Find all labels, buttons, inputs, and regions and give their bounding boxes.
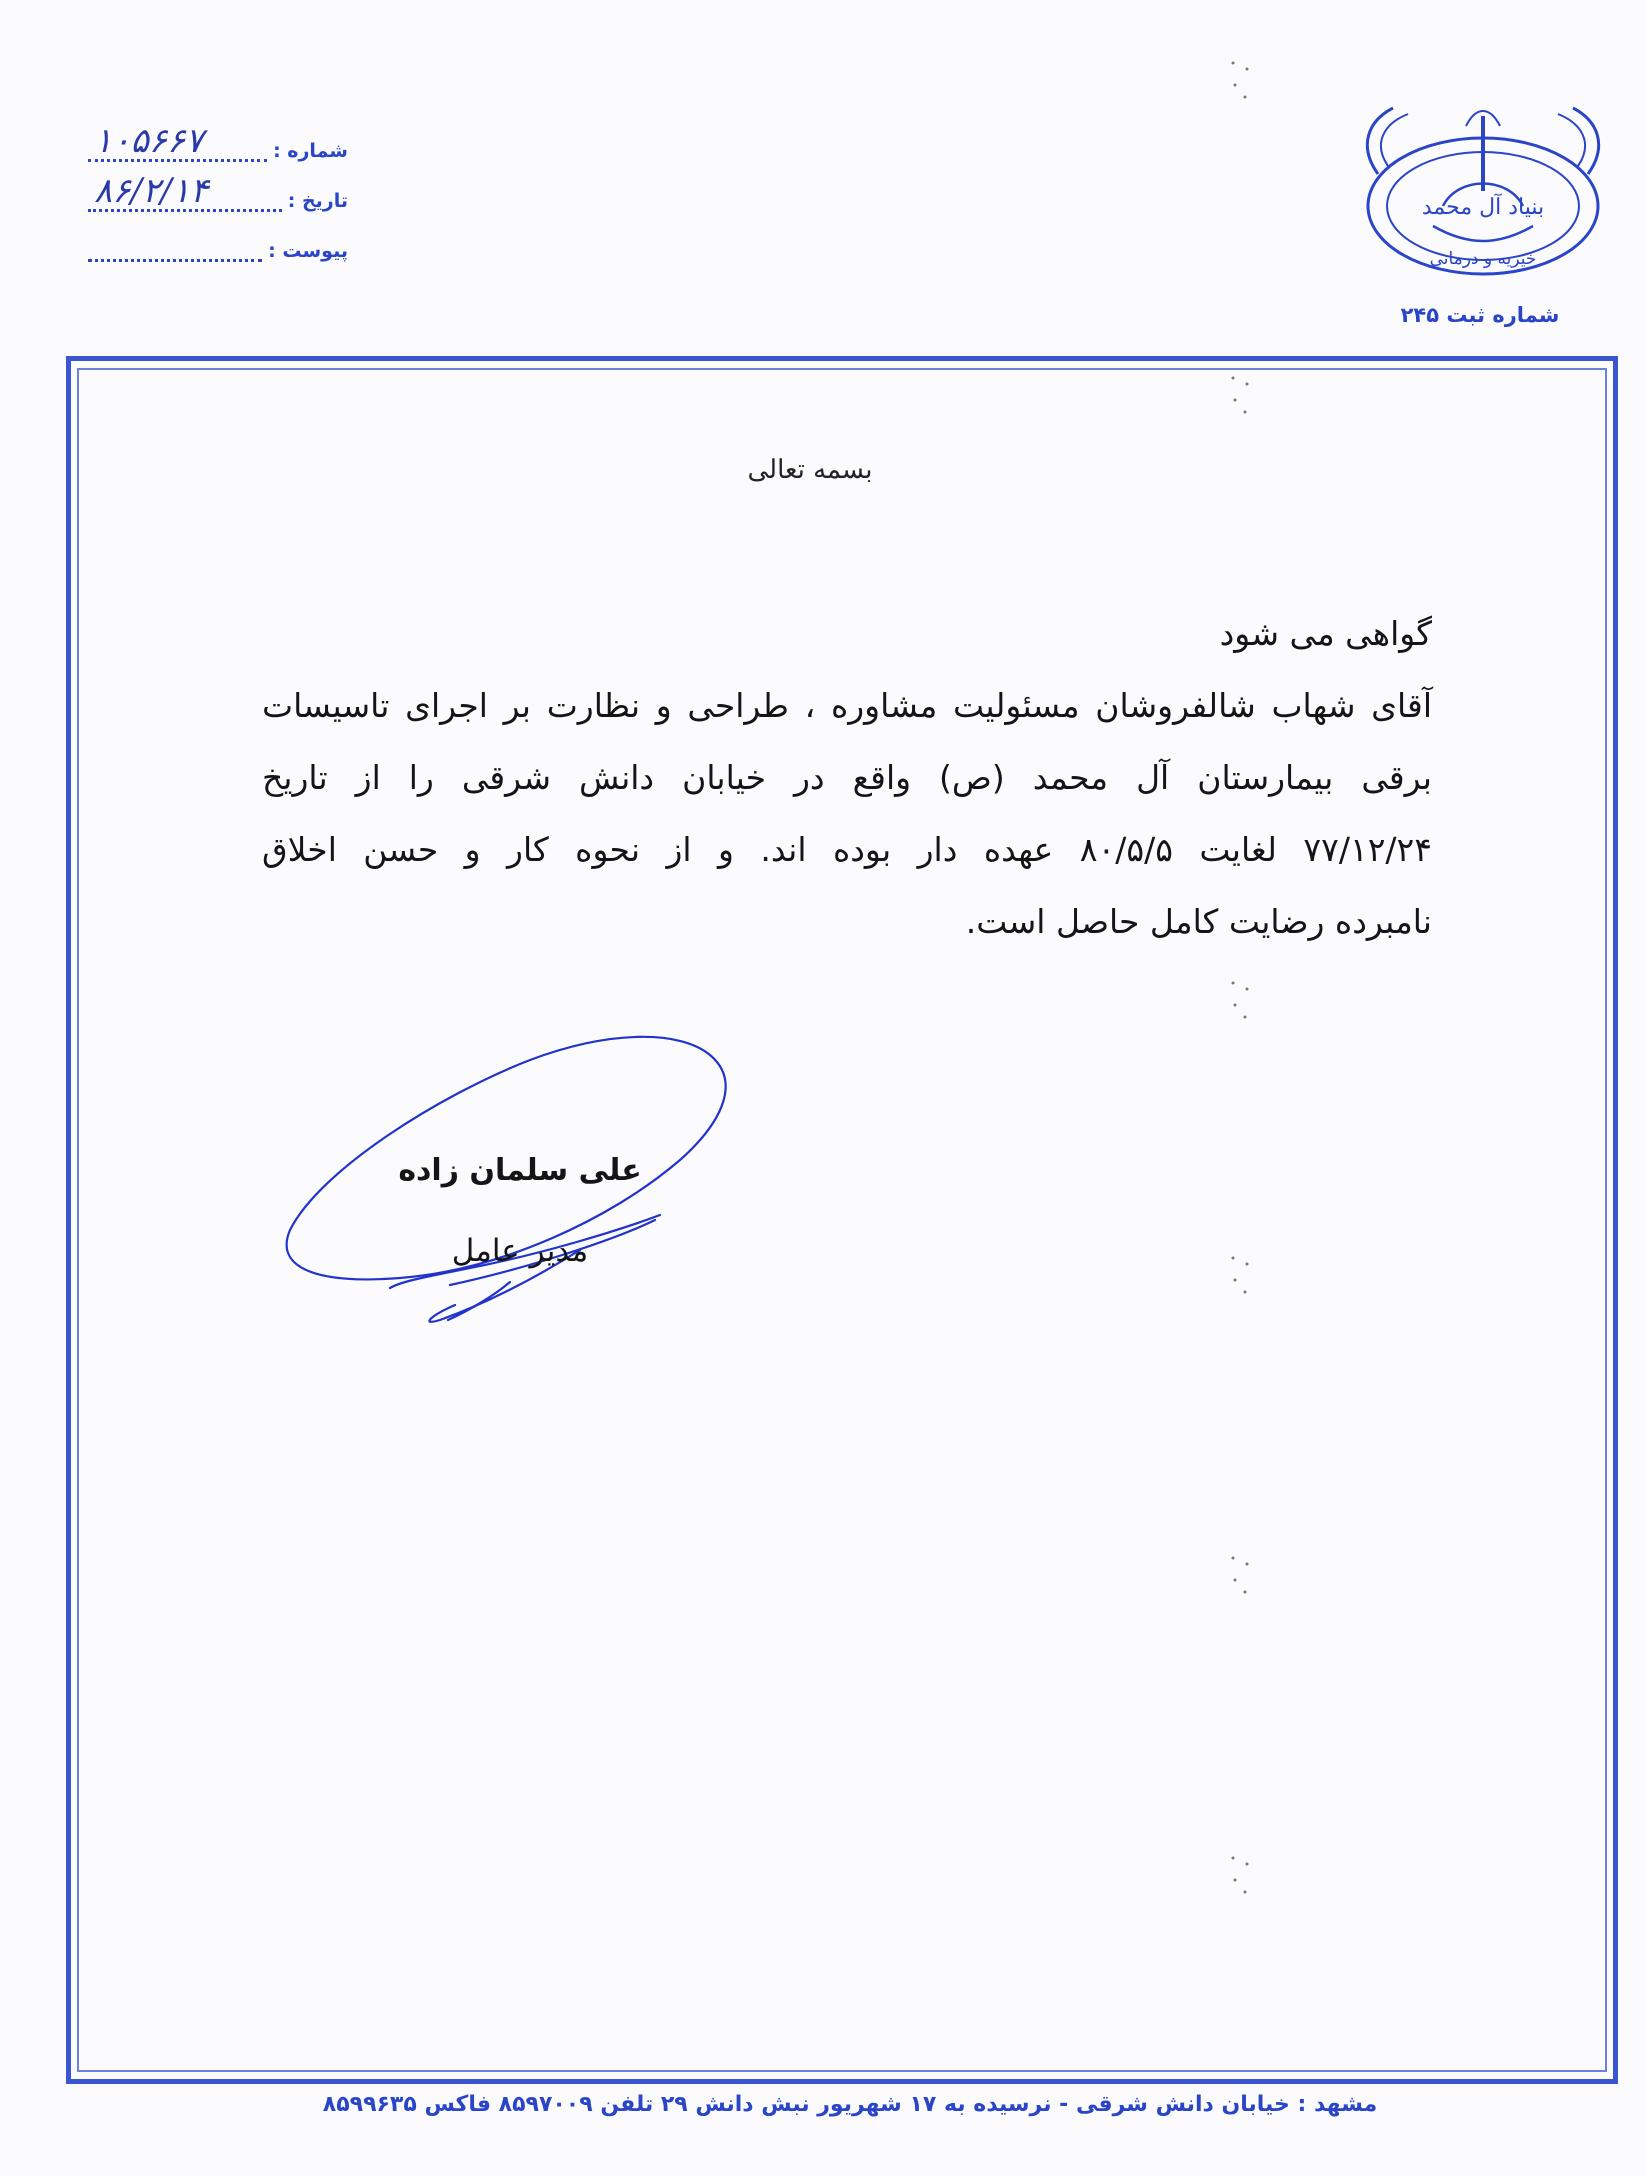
number-row [88,112,348,162]
logo-title-text: بنیاد آل محمد [1421,195,1545,220]
attachment-field [88,245,262,262]
punch-mark [1225,1550,1255,1600]
logo-subtitle-text: خیریه و درمانی [1429,249,1537,269]
attachment-label: پیوست : [268,240,348,262]
registration-number: شماره ثبت ۲۴۵ [1400,303,1560,327]
attachment-row [88,212,348,262]
date-field [88,171,282,212]
signatory-title: مدیر عامل [451,1233,589,1269]
number-field [88,121,267,162]
punch-mark [1225,1250,1255,1300]
signatory-name: علی سلمان زاده [398,1153,642,1188]
logo-left-leaves [1367,108,1393,174]
body-line: نامبرده رضایت کامل حاصل است. [965,902,1432,941]
body-line: برقی بیمارستان آل محمد (ص) واقع در خیابان دانش شرقی را از تاریخ [262,758,1432,797]
number-label: شماره : [273,140,348,162]
letter-meta [88,112,348,262]
punch-mark [1225,55,1255,105]
punch-mark [1225,1850,1255,1900]
body-line: آقای شهاب شالفروشان مسئولیت مشاوره ، طراحی و نظارت بر اجرای تاسیسات [262,686,1432,725]
foundation-logo [1348,96,1618,286]
body-line: ۷۷/۱۲/۲۴ لغایت ۸۰/۵/۵ عهده دار بوده اند. و از نحوه کار و حسن اخلاق [262,830,1432,869]
date-value: ۸۶/۲/۱۴ [94,171,209,211]
letter-body [262,598,1432,958]
date-label: تاریخ : [287,190,348,212]
body-line: گواهی می شود [1219,614,1432,653]
number-value: ۱۰۵۶۶۷ [94,121,204,161]
punch-mark [1225,370,1255,420]
footer-address: مشهد : خیابان دانش شرقی - نرسیده به ۱۷ شهریور نبش دانش ۲۹ تلفن ۸۵۹۷۰۰۹ فاکس ۸۵۹۹۶۳۵ [322,2092,1378,2117]
date-row [88,162,348,212]
logo-right-leaves [1573,108,1599,174]
salutation: بسمه تعالی [747,455,873,485]
punch-mark [1225,975,1255,1025]
